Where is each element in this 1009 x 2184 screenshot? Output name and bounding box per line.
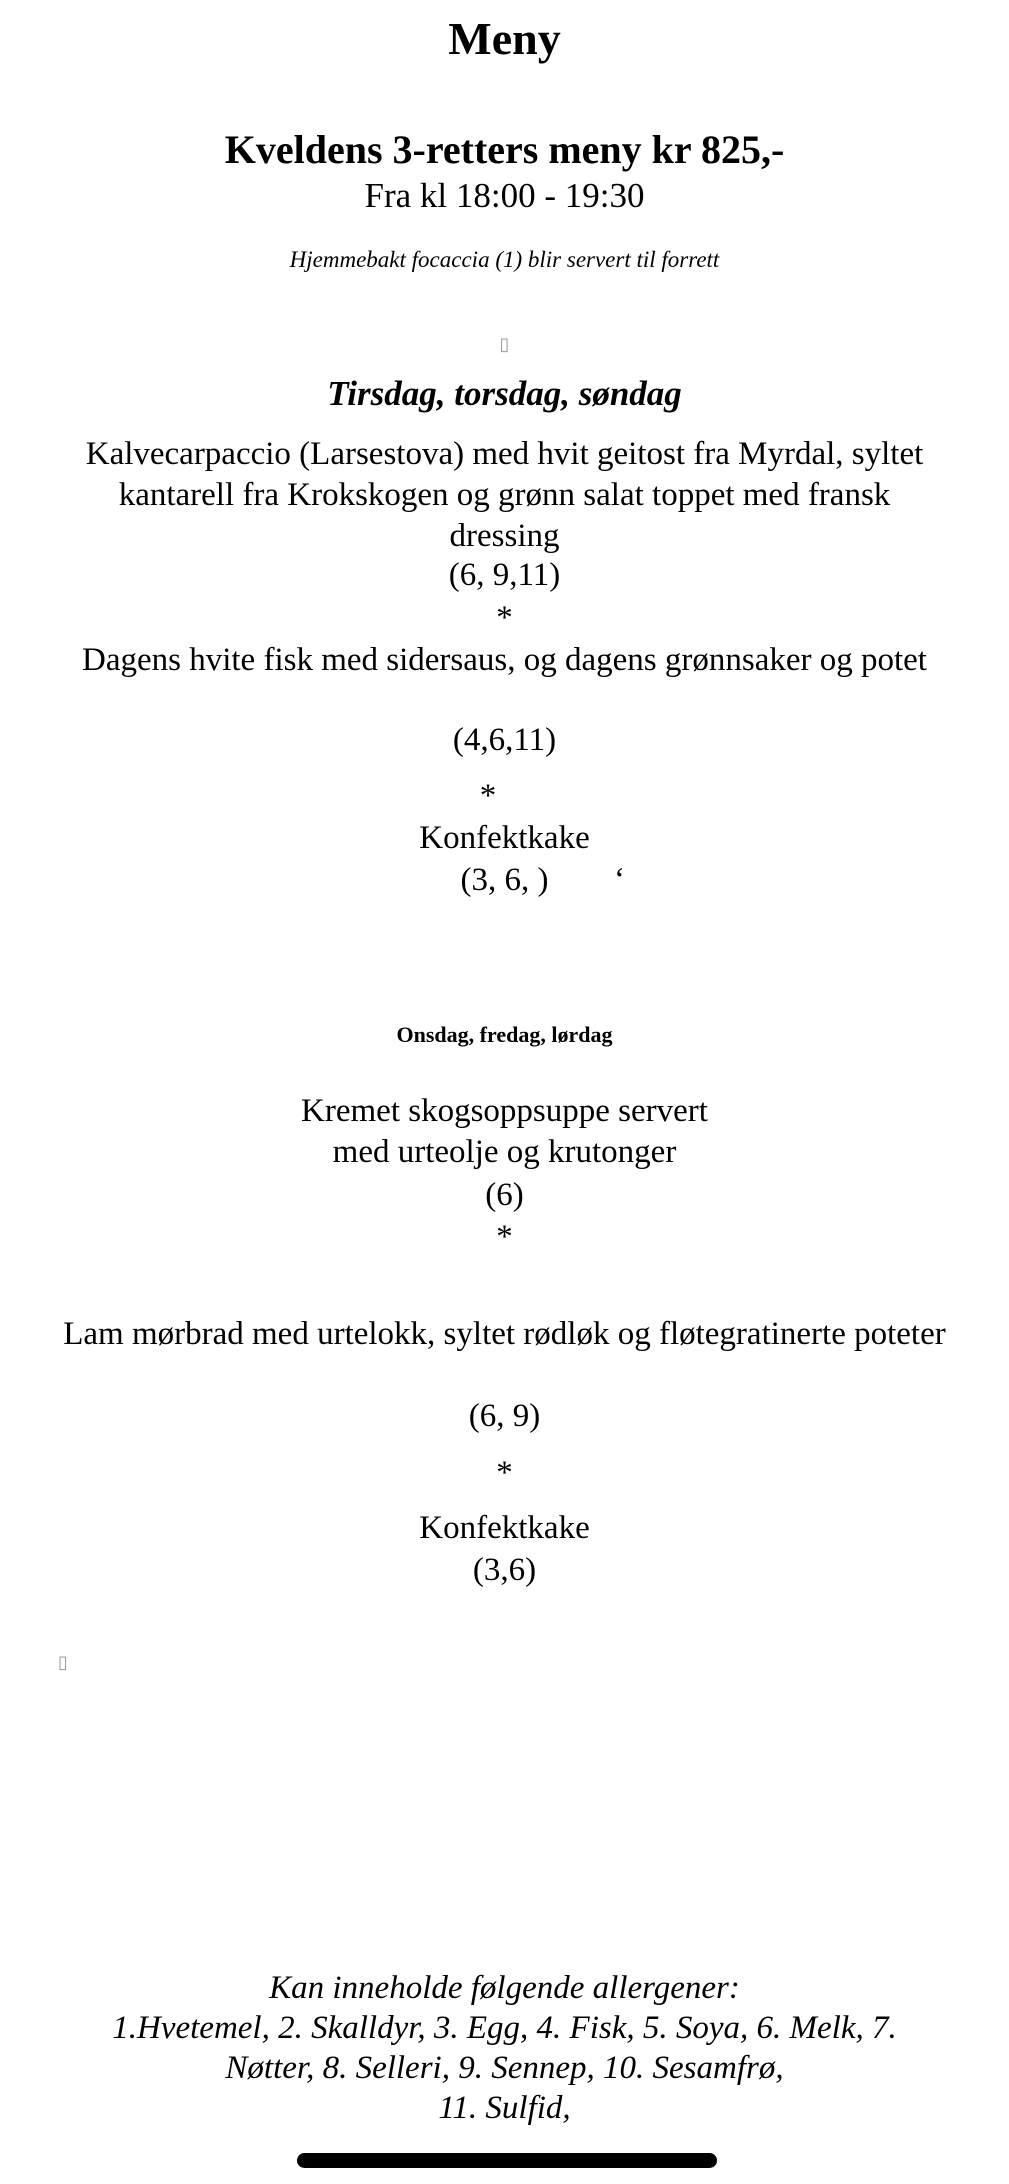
allergen-line: Nøtter, 8. Selleri, 9. Sennep, 10. Sesamfrø, [225,2050,784,2086]
starter-b-allergens: (6) [485,1177,524,1213]
starter-b-line1: Kremet skogsoppsuppe servert [301,1093,708,1129]
main-b-allergens: (6, 9) [468,1398,541,1434]
course-separator: * [479,778,497,814]
focaccia-note: Hjemmebakt focaccia (1) blir servert til forrett [289,247,720,272]
starter-a: Kalvecarpaccio (Larsestova) med hvit geitost fra Myrdal, syltet kantarell fra Krokskogen og grønn salat toppet med fransk dressing [85,436,924,554]
home-indicator[interactable] [297,2153,717,2168]
page-title: Meny [448,13,561,64]
course-separator: * [496,1219,513,1255]
dessert-a: Konfektkake [419,820,590,856]
course-separator: * [496,1455,513,1491]
dessert-a-allergens: (3, 6, ) [460,862,549,898]
dessert-b: Konfektkake [419,1510,590,1546]
starter-a-allergens: (6, 9,11) [448,557,561,593]
starter-b-line2: med urteolje og krutonger [332,1134,677,1170]
serving-time: Fra kl 18:00 - 19:30 [364,176,645,215]
allergen-list [60,1968,949,2128]
main-b: Lam mørbrad med urtelokk, syltet rødløk og fløtegratinerte poteter [63,1316,946,1352]
allergen-line: 1.Hvetemel, 2. Skalldyr, 3. Egg, 4. Fisk, 5. Soya, 6. Melk, 7. [112,2010,897,2046]
course-separator: * [496,600,513,636]
missing-glyph-icon: ▯ [499,334,510,355]
allergen-line: 11. Sulfid, [438,2090,571,2126]
stray-quote-mark: ‘ [614,862,625,898]
days-heading-b: Onsdag, fredag, lørdag [396,1022,613,1047]
allergen-heading: Kan inneholde følgende allergener: [269,1970,740,2006]
starter-b [0,1091,1009,1173]
main-a: Dagens hvite fisk med sidersaus, og dagens grønnsaker og potet [82,642,927,678]
days-heading-a: Tirsdag, torsdag, søndag [327,374,682,413]
dessert-b-allergens: (3,6) [472,1552,537,1588]
main-a-allergens: (4,6,11) [452,722,557,758]
missing-glyph-icon: ▯ [58,1652,68,1673]
menu-price-heading: Kveldens 3-retters meny kr 825,- [224,127,785,172]
